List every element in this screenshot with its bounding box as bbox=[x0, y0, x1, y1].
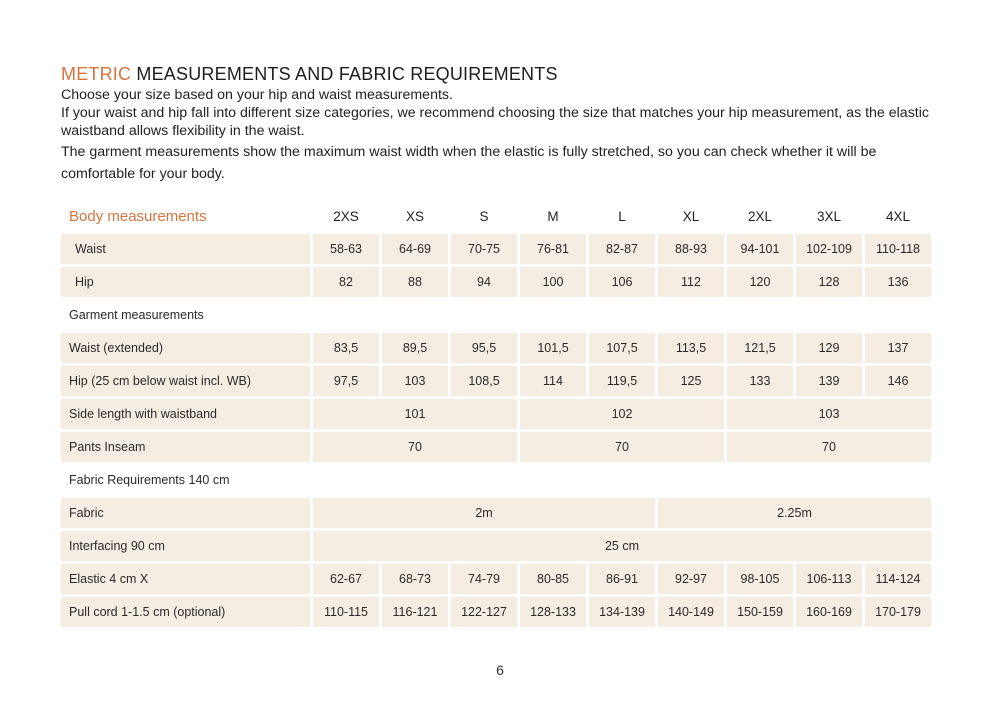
intro-line-1: Choose your size based on your hip and waist measurements. bbox=[61, 87, 453, 103]
table-cell: 62-67 bbox=[313, 564, 379, 594]
table-cell: 110-118 bbox=[865, 234, 931, 264]
table-cell: 128-133 bbox=[520, 597, 586, 627]
table-cell: 94 bbox=[451, 267, 517, 297]
table-cell: 94-101 bbox=[727, 234, 793, 264]
table-cell: 92-97 bbox=[658, 564, 724, 594]
size-header: S bbox=[479, 208, 489, 224]
table-cell: 102 bbox=[520, 399, 724, 429]
table-cell: 68-73 bbox=[382, 564, 448, 594]
table-cell: 146 bbox=[865, 366, 931, 396]
table-cell: 64-69 bbox=[382, 234, 448, 264]
intro-text bbox=[61, 86, 941, 185]
table-cell: 150-159 bbox=[727, 597, 793, 627]
intro-line-2: If your waist and hip fall into different size categories, we recommend choosing the size that matches your hip measurement, as the elastic waistband allows flexibility in the waist. bbox=[61, 105, 929, 139]
row-label: Pants Inseam bbox=[61, 432, 310, 462]
table-cell: 100 bbox=[520, 267, 586, 297]
table-cell: 108,5 bbox=[451, 366, 517, 396]
size-header: M bbox=[547, 208, 559, 224]
table-cell: 98-105 bbox=[727, 564, 793, 594]
table-cell: 82-87 bbox=[589, 234, 655, 264]
table-row-pullcord bbox=[61, 597, 931, 627]
body-measurements-heading: Body measurements bbox=[69, 207, 207, 225]
table-row-body-waist bbox=[61, 234, 931, 264]
table-cell: 70 bbox=[727, 432, 931, 462]
table-cell: 103 bbox=[382, 366, 448, 396]
table-cell: 160-169 bbox=[796, 597, 862, 627]
table-cell: 74-79 bbox=[451, 564, 517, 594]
size-header: 3XL bbox=[816, 208, 842, 224]
size-header: 2XS bbox=[333, 208, 359, 224]
table-cell: 86-91 bbox=[589, 564, 655, 594]
table-cell: 88-93 bbox=[658, 234, 724, 264]
table-cell: 88 bbox=[382, 267, 448, 297]
table-cell: 119,5 bbox=[589, 366, 655, 396]
fabric-section-row bbox=[61, 465, 931, 495]
table-cell: 101,5 bbox=[520, 333, 586, 363]
table-cell: 70 bbox=[313, 432, 517, 462]
table-cell: 128 bbox=[796, 267, 862, 297]
table-cell: 25 cm bbox=[313, 531, 931, 561]
table-cell: 103 bbox=[727, 399, 931, 429]
table-row-inseam bbox=[61, 432, 931, 462]
table-cell: 82 bbox=[313, 267, 379, 297]
intro-line-3: The garment measurements show the maximum waist width when the elastic is fully stretched, so you can check whether it will be comfortable for your body. bbox=[61, 144, 877, 182]
table-cell: 112 bbox=[658, 267, 724, 297]
table-cell: 102-109 bbox=[796, 234, 862, 264]
table-cell: 89,5 bbox=[382, 333, 448, 363]
size-header: XS bbox=[405, 208, 424, 224]
size-header: XL bbox=[682, 208, 700, 224]
row-label: Hip bbox=[61, 267, 310, 297]
table-cell: 58-63 bbox=[313, 234, 379, 264]
fabric-requirements-heading: Fabric Requirements 140 cm bbox=[69, 473, 230, 487]
table-row-fabric bbox=[61, 498, 931, 528]
table-header-row bbox=[61, 201, 931, 231]
row-label: Hip (25 cm below waist incl. WB) bbox=[61, 366, 310, 396]
table-row-garment-waist bbox=[61, 333, 931, 363]
row-label: Pull cord 1-1.5 cm (optional) bbox=[61, 597, 310, 627]
table-cell: 95,5 bbox=[451, 333, 517, 363]
page-number: 6 bbox=[496, 662, 504, 678]
table-row-garment-hip bbox=[61, 366, 931, 396]
table-cell: 120 bbox=[727, 267, 793, 297]
table-cell: 136 bbox=[865, 267, 931, 297]
row-label: Interfacing 90 cm bbox=[61, 531, 310, 561]
title-rest: MEASUREMENTS AND FABRIC REQUIREMENTS bbox=[131, 64, 558, 84]
table-cell: 139 bbox=[796, 366, 862, 396]
table-row-elastic bbox=[61, 564, 931, 594]
table-cell: 129 bbox=[796, 333, 862, 363]
table-cell: 76-81 bbox=[520, 234, 586, 264]
table-cell: 70 bbox=[520, 432, 724, 462]
table-cell: 83,5 bbox=[313, 333, 379, 363]
table-cell: 113,5 bbox=[658, 333, 724, 363]
table-cell: 110-115 bbox=[313, 597, 379, 627]
table-cell: 140-149 bbox=[658, 597, 724, 627]
table-cell: 101 bbox=[313, 399, 517, 429]
size-header: L bbox=[618, 208, 626, 224]
row-label: Side length with waistband bbox=[61, 399, 310, 429]
table-cell: 121,5 bbox=[727, 333, 793, 363]
table-cell: 106-113 bbox=[796, 564, 862, 594]
table-cell: 133 bbox=[727, 366, 793, 396]
table-cell: 97,5 bbox=[313, 366, 379, 396]
table-cell: 2.25m bbox=[658, 498, 931, 528]
table-cell: 2m bbox=[313, 498, 655, 528]
table-cell: 116-121 bbox=[382, 597, 448, 627]
table-cell: 170-179 bbox=[865, 597, 931, 627]
table-row-side-length bbox=[61, 399, 931, 429]
size-chart-table bbox=[58, 198, 934, 630]
size-header: 2XL bbox=[747, 208, 773, 224]
row-label: Waist (extended) bbox=[61, 333, 310, 363]
size-header: 4XL bbox=[885, 208, 911, 224]
row-label: Waist bbox=[61, 234, 310, 264]
table-cell: 114-124 bbox=[865, 564, 931, 594]
table-cell: 114 bbox=[520, 366, 586, 396]
table-cell: 137 bbox=[865, 333, 931, 363]
page-title bbox=[61, 64, 558, 85]
table-row-body-hip bbox=[61, 267, 931, 297]
table-cell: 122-127 bbox=[451, 597, 517, 627]
table-cell: 80-85 bbox=[520, 564, 586, 594]
table-cell: 106 bbox=[589, 267, 655, 297]
table-cell: 125 bbox=[658, 366, 724, 396]
title-accent: METRIC bbox=[61, 64, 132, 84]
row-label: Elastic 4 cm X bbox=[61, 564, 310, 594]
table-cell: 70-75 bbox=[451, 234, 517, 264]
table-row-interfacing bbox=[61, 531, 931, 561]
garment-section-row bbox=[61, 300, 931, 330]
table-cell: 107,5 bbox=[589, 333, 655, 363]
table-cell: 134-139 bbox=[589, 597, 655, 627]
garment-measurements-heading: Garment measurements bbox=[69, 308, 204, 322]
row-label: Fabric bbox=[61, 498, 310, 528]
